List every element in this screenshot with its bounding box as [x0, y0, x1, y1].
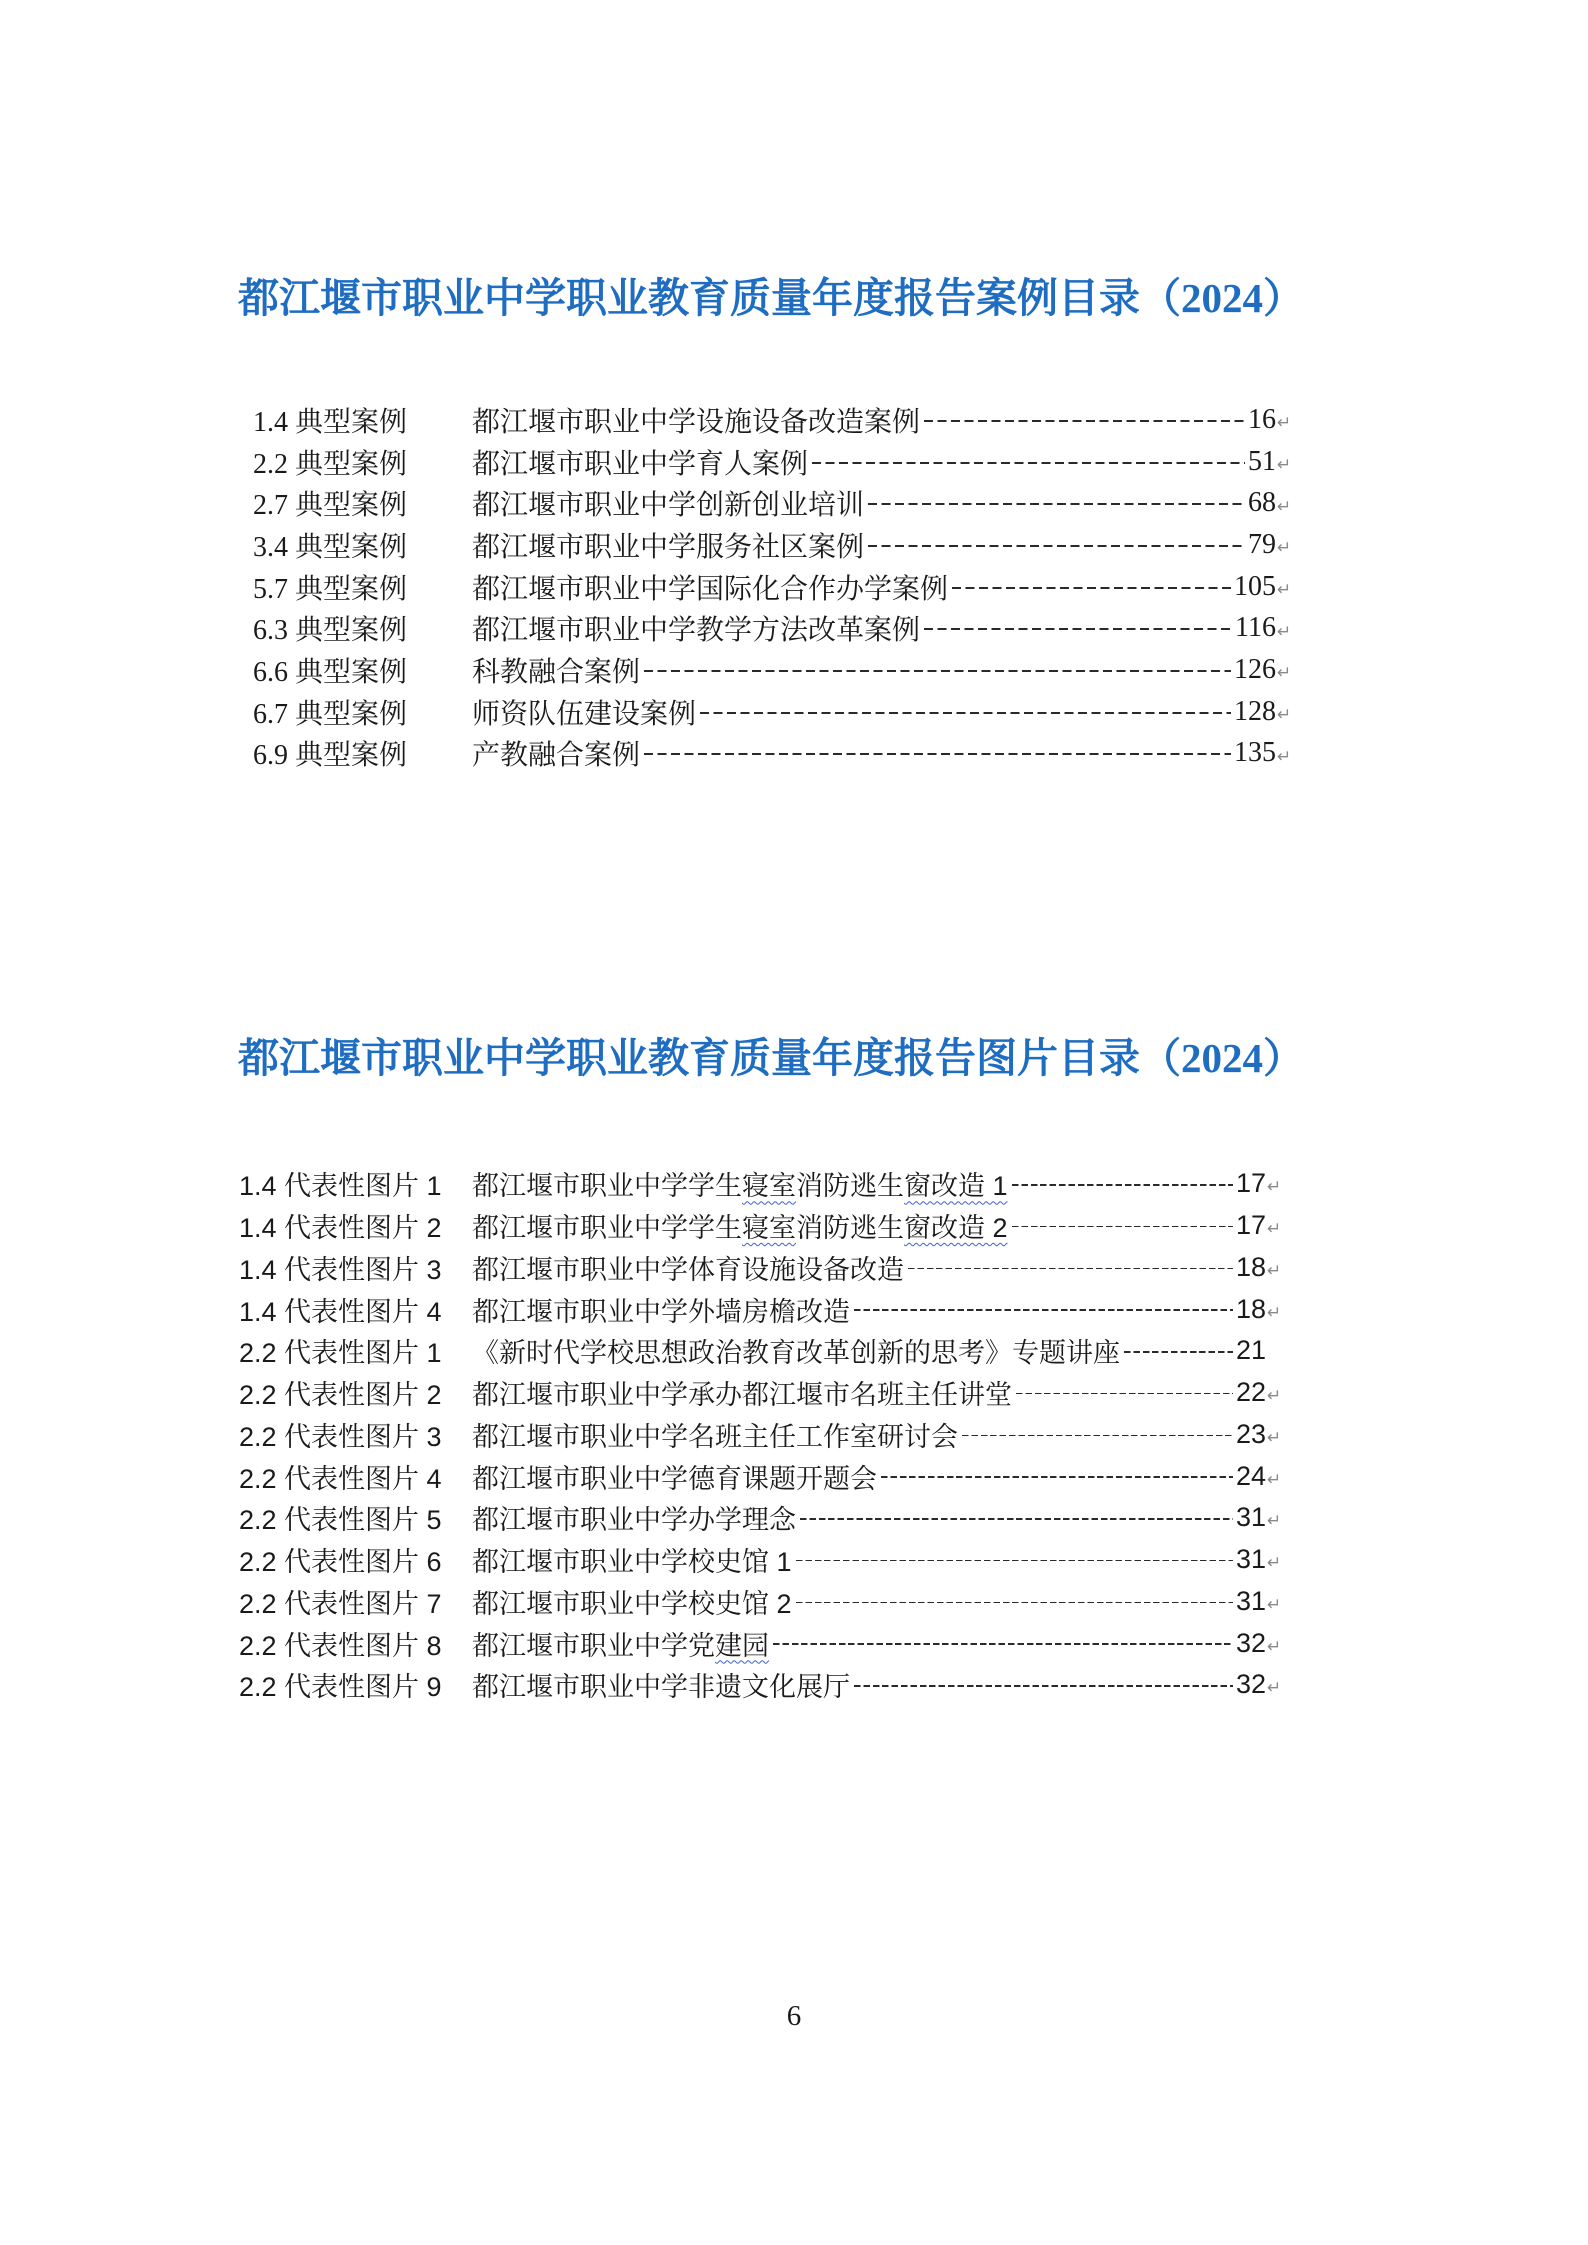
- entry-number: 5.7 典型案例: [253, 573, 408, 605]
- entry-title-text: 都江堰市职业中学德育课题开题会: [472, 1463, 877, 1494]
- entry-title-text: 都江堰市职业中学国际化合作办学案例: [472, 573, 949, 605]
- entry-title-text: 都江堰市职业中学教学方法改革案例: [472, 615, 921, 647]
- entry-number: 6.6 典型案例: [253, 656, 408, 688]
- entry-page-number: 31: [1235, 1544, 1266, 1575]
- dash-leader: [800, 1518, 1233, 1520]
- entry-page-number: 126: [1234, 653, 1276, 685]
- entry-title: [472, 1540, 792, 1579]
- paragraph-mark-icon: ↵: [1277, 496, 1292, 517]
- paragraph-mark-icon: ↵: [1267, 1302, 1282, 1323]
- entry-number: 1.4 代表性图片 2: [239, 1213, 442, 1244]
- entry-title-text: 都江堰市职业中学校史馆 1: [472, 1547, 792, 1578]
- entry-title: [472, 1206, 1008, 1245]
- entry-page-number: 68: [1248, 487, 1276, 519]
- entry-title: [472, 1373, 1012, 1412]
- entry-title: [472, 733, 640, 773]
- entry-title-text: 都江堰市职业中学学生: [472, 1213, 742, 1244]
- paragraph-mark-icon: ↵: [1267, 1386, 1282, 1407]
- entry-page-number: 105: [1234, 570, 1276, 602]
- paragraph-mark-icon: ↵: [1277, 413, 1292, 434]
- entry-number: 6.3 典型案例: [253, 615, 408, 647]
- case-entry: [253, 524, 1293, 566]
- spellcheck-underlined-text: 窗改造 1: [904, 1171, 1008, 1202]
- paragraph-mark-icon: ↵: [1267, 1177, 1282, 1198]
- entry-number: 6.9 典型案例: [253, 740, 408, 772]
- entry-title: [472, 650, 640, 690]
- dash-leader: [854, 1309, 1233, 1311]
- dash-leader: [962, 1435, 1233, 1437]
- entry-number: 2.7 典型案例: [253, 490, 408, 522]
- figure-entry: [239, 1163, 1283, 1205]
- figure-entry: [239, 1372, 1283, 1414]
- entry-number: 2.2 代表性图片 9: [239, 1672, 442, 1703]
- case-catalog-title: 都江堰市职业中学职业教育质量年度报告案例目录（2024）: [238, 275, 1304, 321]
- entry-title: [472, 442, 808, 482]
- figure-entry: [239, 1622, 1283, 1664]
- entry-title: [472, 1582, 792, 1621]
- entry-title-text: 都江堰市职业中学创新创业培训: [472, 490, 865, 522]
- entry-title-text: 产教融合案例: [472, 740, 641, 772]
- paragraph-mark-icon: ↵: [1267, 1469, 1282, 1490]
- entry-title-text: 都江堰市职业中学非遗文化展厅: [472, 1672, 850, 1703]
- figure-entry: [239, 1497, 1283, 1539]
- entry-number: 1.4 代表性图片 1: [239, 1171, 442, 1202]
- entry-page-number: 79: [1248, 528, 1276, 560]
- paragraph-mark-icon: ↵: [1277, 580, 1292, 601]
- entry-number: 1.4 代表性图片 3: [239, 1254, 442, 1285]
- entry-page-number: 17: [1235, 1168, 1266, 1199]
- figure-entry: [239, 1247, 1283, 1289]
- entry-page-number: 18: [1235, 1293, 1266, 1324]
- figure-catalog-title: 都江堰市职业中学职业教育质量年度报告图片目录（2024）: [238, 1035, 1304, 1081]
- entry-number: 2.2 代表性图片 2: [239, 1380, 442, 1411]
- entry-page-number: 128: [1234, 695, 1276, 727]
- case-entry: [253, 649, 1293, 691]
- entry-page-number: 31: [1235, 1502, 1266, 1533]
- case-entry: [253, 399, 1293, 441]
- entry-page-number: 16: [1248, 403, 1276, 435]
- figure-entry: [239, 1455, 1283, 1497]
- spellcheck-underlined-text: 窗改造 2: [904, 1213, 1008, 1244]
- entry-title-text: 都江堰市职业中学名班主任工作室研讨会: [472, 1421, 958, 1452]
- entry-title-text: 师资队伍建设案例: [472, 698, 697, 730]
- page-number: 6: [786, 2000, 802, 2032]
- figure-entry: [239, 1330, 1283, 1372]
- entry-number: 2.2 典型案例: [253, 448, 408, 480]
- dash-leader: [644, 670, 1231, 672]
- entry-page-number: 23: [1235, 1418, 1266, 1449]
- case-entry: [253, 482, 1293, 524]
- entry-title-text: 《新时代学校思想政治教育改革创新的思考》专题讲座: [472, 1338, 1120, 1369]
- paragraph-mark-icon: ↵: [1267, 1511, 1282, 1532]
- entry-title: [472, 1290, 850, 1329]
- dash-leader: [644, 753, 1231, 755]
- paragraph-mark-icon: ↵: [1277, 455, 1292, 476]
- dash-leader: [868, 503, 1245, 505]
- dash-leader: [1012, 1184, 1233, 1186]
- paragraph-mark-icon: ↵: [1267, 1594, 1282, 1615]
- entry-title: [472, 1457, 877, 1496]
- paragraph-mark-icon: ↵: [1267, 1427, 1282, 1448]
- dash-leader: [812, 462, 1245, 464]
- dash-leader: [773, 1643, 1233, 1645]
- entry-title-text: 消防逃生: [796, 1213, 904, 1244]
- entry-page-number: 32: [1235, 1669, 1266, 1700]
- figure-entry: [239, 1539, 1283, 1581]
- dash-leader: [868, 545, 1245, 547]
- entry-title: [472, 692, 696, 732]
- paragraph-mark-icon: ↵: [1267, 1678, 1282, 1699]
- figure-entry: [239, 1205, 1283, 1247]
- entry-title: [472, 483, 864, 523]
- figure-entry: [239, 1288, 1283, 1330]
- dash-leader: [796, 1602, 1233, 1604]
- entry-title-text: 消防逃生: [796, 1171, 904, 1202]
- paragraph-mark-icon: ↵: [1267, 1553, 1282, 1574]
- entry-title: [472, 567, 948, 607]
- entry-page-number: 24: [1235, 1460, 1266, 1491]
- case-entry: [253, 566, 1293, 608]
- entry-title-text: 都江堰市职业中学外墙房檐改造: [472, 1296, 850, 1327]
- entry-number: 2.2 代表性图片 6: [239, 1547, 442, 1578]
- paragraph-mark-icon: ↵: [1277, 621, 1292, 642]
- entry-title-text: 都江堰市职业中学党: [472, 1630, 715, 1661]
- entry-title-text: 都江堰市职业中学办学理念: [472, 1505, 796, 1536]
- dash-leader: [952, 587, 1231, 589]
- paragraph-mark-icon: ↵: [1277, 746, 1292, 767]
- entry-number: 2.2 代表性图片 3: [239, 1421, 442, 1452]
- entry-page-number: 51: [1248, 445, 1276, 477]
- entry-title-text: 都江堰市职业中学学生: [472, 1171, 742, 1202]
- dash-leader: [1012, 1226, 1233, 1228]
- figure-catalog-list: [239, 1163, 1283, 1706]
- dash-leader: [1124, 1351, 1233, 1353]
- entry-page-number: 21: [1235, 1335, 1266, 1366]
- entry-page-number: 18: [1235, 1251, 1266, 1282]
- entry-page-number: 135: [1234, 737, 1276, 769]
- paragraph-mark-icon: ↵: [1277, 663, 1292, 684]
- entry-page-number: 17: [1235, 1210, 1266, 1241]
- entry-page-number: 31: [1235, 1585, 1266, 1616]
- entry-page-number: 32: [1235, 1627, 1266, 1658]
- case-entry: [253, 607, 1293, 649]
- entry-number: 2.2 代表性图片 1: [239, 1338, 442, 1369]
- paragraph-mark-icon: ↵: [1267, 1636, 1282, 1657]
- figure-entry: [239, 1664, 1283, 1706]
- entry-number: 2.2 代表性图片 8: [239, 1630, 442, 1661]
- dash-leader: [1016, 1393, 1233, 1395]
- entry-number: 1.4 典型案例: [253, 406, 408, 438]
- entry-title: [472, 1624, 769, 1663]
- entry-title-text: 都江堰市职业中学体育设施设备改造: [472, 1254, 904, 1285]
- dash-leader: [881, 1476, 1233, 1478]
- entry-number: 2.2 代表性图片 4: [239, 1463, 442, 1494]
- entry-number: 3.4 典型案例: [253, 531, 408, 563]
- figure-entry: [239, 1414, 1283, 1456]
- entry-title: [472, 1331, 1120, 1370]
- entry-title-text: 都江堰市职业中学服务社区案例: [472, 531, 865, 563]
- case-entry: [253, 691, 1293, 733]
- case-catalog-list: [253, 399, 1293, 774]
- entry-title: [472, 1164, 1008, 1203]
- paragraph-mark-icon: ↵: [1277, 705, 1292, 726]
- entry-title: [472, 1665, 850, 1704]
- entry-page-number: 116: [1235, 612, 1276, 644]
- paragraph-mark-icon: ↵: [1267, 1260, 1282, 1281]
- spellcheck-underlined-text: 建园: [715, 1630, 769, 1661]
- dash-leader: [700, 712, 1231, 714]
- dash-leader: [908, 1268, 1233, 1270]
- paragraph-mark-icon: ↵: [1267, 1219, 1282, 1240]
- figure-entry: [239, 1581, 1283, 1623]
- entry-title-text: 科教融合案例: [472, 656, 641, 688]
- entry-number: 2.2 代表性图片 7: [239, 1588, 442, 1619]
- entry-title-text: 都江堰市职业中学设施设备改造案例: [472, 406, 921, 438]
- entry-title-text: 都江堰市职业中学承办都江堰市名班主任讲堂: [472, 1380, 1012, 1411]
- paragraph-mark-icon: ↵: [1277, 538, 1292, 559]
- entry-number: 6.7 典型案例: [253, 698, 408, 730]
- entry-title: [472, 1498, 796, 1537]
- entry-title: [472, 608, 920, 648]
- entry-title: [472, 400, 920, 440]
- case-entry: [253, 733, 1293, 775]
- case-entry: [253, 441, 1293, 483]
- entry-title: [472, 1248, 904, 1287]
- entry-title-text: 都江堰市职业中学校史馆 2: [472, 1588, 792, 1619]
- spellcheck-underlined-text: 寝室: [742, 1213, 796, 1244]
- entry-title: [472, 1415, 958, 1454]
- spellcheck-underlined-text: 寝室: [742, 1171, 796, 1202]
- entry-title-text: 都江堰市职业中学育人案例: [472, 448, 809, 480]
- dash-leader: [924, 628, 1232, 630]
- dash-leader: [796, 1560, 1233, 1562]
- dash-leader: [924, 420, 1245, 422]
- entry-number: 1.4 代表性图片 4: [239, 1296, 442, 1327]
- dash-leader: [854, 1685, 1233, 1687]
- entry-number: 2.2 代表性图片 5: [239, 1505, 442, 1536]
- entry-title: [472, 525, 864, 565]
- entry-page-number: 22: [1235, 1377, 1266, 1408]
